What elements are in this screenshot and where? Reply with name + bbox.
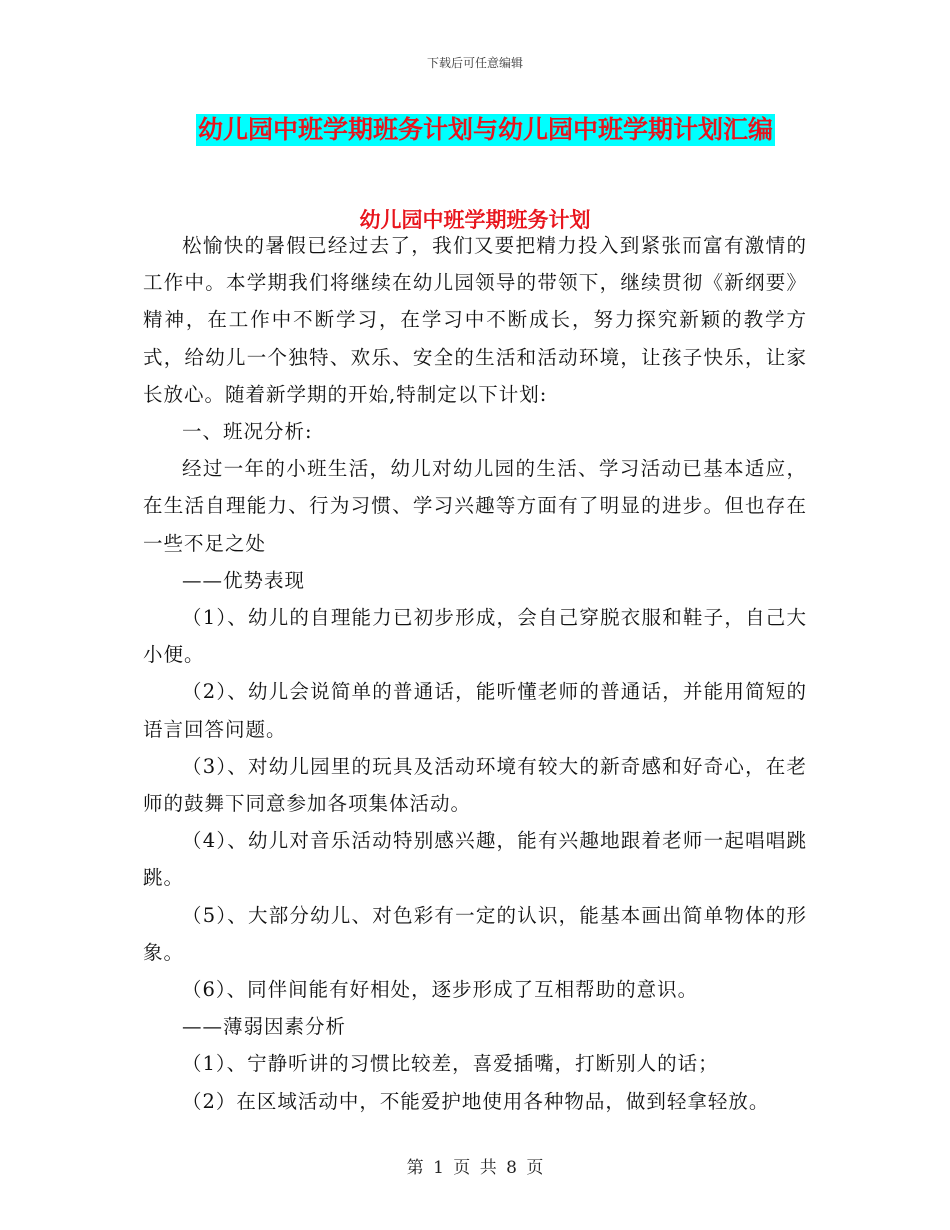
paragraph-class-summary: 经过一年的小班生活，幼儿对幼儿园的生活、学习活动已基本适应，在生活自理能力、行为习惯、学习兴趣等方面有了明显的进步。但也存在一些不足之处	[143, 457, 807, 555]
paragraph-strength-4: （4）、幼儿对音乐活动特别感兴趣，能有兴趣地跟着老师一起唱唱跳跳。	[143, 829, 807, 890]
document-title: 幼儿园中班学期班务计划与幼儿园中班学期计划汇编	[198, 115, 774, 144]
header-note: 下载后可任意编辑	[426, 56, 523, 70]
paragraph-heading-class-analysis: 一、班况分析:	[182, 420, 313, 444]
paragraph-strengths-heading: ——优势表现	[182, 568, 306, 592]
page-footer: 第 1 页 共 8 页	[406, 1158, 544, 1178]
paragraph-strength-5: （5）、大部分幼儿、对色彩有一定的认识，能基本画出简单物体的形象。	[143, 903, 807, 964]
body-text	[143, 227, 807, 1120]
paragraph-weakness-2: （2）在区域活动中，不能爱护地使用各种物品，做到轻拿轻放。	[182, 1089, 770, 1113]
paragraph-intro: 松愉快的暑假已经过去了，我们又要把精力投入到紧张而富有激情的工作中。本学期我们将继续在幼儿园领导的带领下，继续贯彻《新纲要》精神，在工作中不断学习，在学习中不断成长，努力探究新颖的教学方式，给幼儿一个独特、欢乐、安全的生活和活动环境，让孩子快乐，让家长放心。随着新学期的开始,特制定以下计划:	[143, 234, 807, 406]
paragraph-strength-6: （6）、同伴间能有好相处，逐步形成了互相帮助的意识。	[182, 978, 699, 1002]
paragraph-strength-1: （1）、幼儿的自理能力已初步形成，会自己穿脱衣服和鞋子，自己大小便。	[143, 606, 807, 667]
paragraph-weakness-heading: ——薄弱因素分析	[182, 1015, 347, 1039]
paragraph-strength-3: （3）、对幼儿园里的玩具及活动环境有较大的新奇感和好奇心，在老师的鼓舞下同意参加各项集体活动。	[143, 754, 807, 816]
paragraph-strength-2: （2）、幼儿会说简单的普通话，能听懂老师的普通话，并能用简短的语言回答问题。	[143, 680, 807, 741]
paragraph-weakness-1: （1）、宁静听讲的习惯比较差，喜爱插嘴，打断别人的话；	[182, 1052, 719, 1076]
section-title: 幼儿园中班学期班务计划	[359, 208, 591, 232]
